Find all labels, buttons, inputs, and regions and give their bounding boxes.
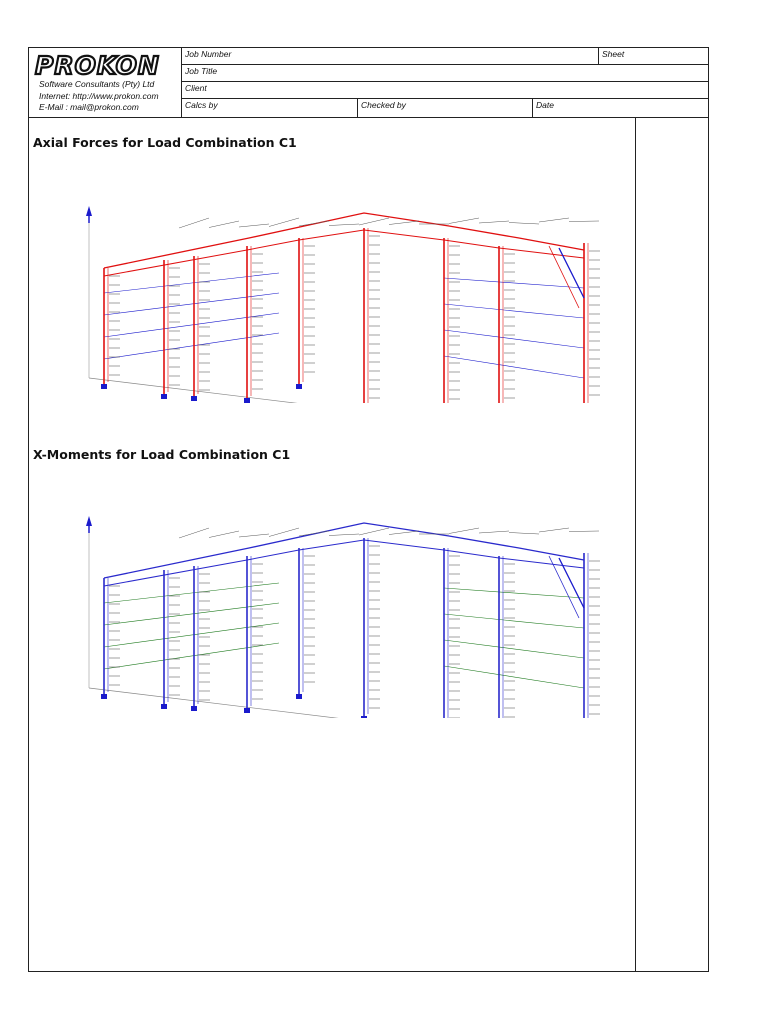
roof-purlin [239, 534, 269, 537]
roof-purlin [449, 218, 479, 224]
column-support [296, 694, 302, 699]
roof-purlin [329, 224, 359, 226]
column-support [244, 708, 250, 713]
side-rail [444, 614, 584, 628]
sheet-label: Sheet [602, 49, 625, 59]
column-support [101, 384, 107, 389]
side-rail [444, 356, 584, 378]
corner-brace [559, 558, 584, 608]
column-support [191, 706, 197, 711]
ground-axis-line [89, 378, 599, 403]
column-support [191, 396, 197, 401]
ground-axis-line [89, 688, 599, 718]
checked-by-label: Checked by [361, 100, 406, 110]
job-title-label: Job Title [185, 66, 218, 76]
roof-purlin [479, 221, 509, 223]
side-rail [104, 293, 279, 315]
company-name: Software Consultants (Pty) Ltd [39, 79, 155, 89]
side-rail [444, 640, 584, 658]
roof-purlin [569, 531, 599, 532]
roof-ridge-member [104, 523, 584, 578]
roof-purlin [389, 531, 419, 535]
roof-purlin [269, 218, 299, 227]
company-email: E-Mail : mail@prokon.com [39, 102, 139, 112]
roof-purlin [209, 221, 239, 228]
job-number-label: Job Number [185, 49, 232, 59]
roof-purlin [479, 531, 509, 533]
header-row-job-title [182, 65, 708, 82]
figure-title-axial: Axial Forces for Load Combination C1 [33, 135, 297, 150]
calcs-by-label: Calcs by [185, 100, 218, 110]
side-rail [104, 313, 279, 337]
roof-purlin [539, 528, 569, 532]
roof-purlin [269, 528, 299, 537]
date-label: Date [536, 100, 554, 110]
roof-purlin [299, 221, 329, 226]
x-moments-frame-figure [79, 478, 604, 718]
roof-purlin [179, 218, 209, 228]
side-rail [444, 304, 584, 318]
roof-purlin [389, 221, 419, 225]
roof-ridge-member [104, 213, 584, 268]
side-rail [104, 603, 279, 625]
header-row-job-number [182, 48, 708, 65]
roof-purlin [449, 528, 479, 534]
roof-purlin [209, 531, 239, 538]
axial-forces-frame-figure [79, 168, 604, 403]
roof-purlin [329, 534, 359, 536]
prokon-logo [33, 50, 181, 80]
z-axis-arrowhead [86, 516, 92, 526]
roof-purlin [359, 528, 389, 535]
corner-brace [559, 248, 584, 298]
roof-purlin [179, 528, 209, 538]
client-label: Client [185, 83, 207, 93]
column-support [161, 394, 167, 399]
margin-column-divider [635, 118, 636, 971]
roof-purlin [569, 221, 599, 222]
logo-text: PROKON [35, 51, 160, 80]
side-rail [444, 330, 584, 348]
column-support [244, 398, 250, 403]
column-support [361, 716, 367, 718]
column-support [161, 704, 167, 709]
roof-purlin [539, 218, 569, 222]
side-rail [444, 666, 584, 688]
sheet-header [29, 48, 708, 118]
side-rail [444, 278, 584, 288]
roof-purlin [239, 224, 269, 227]
roof-purlin [359, 218, 389, 225]
figure-title-x-moments: X-Moments for Load Combination C1 [33, 447, 291, 462]
side-rail [444, 588, 584, 598]
side-rail [104, 333, 279, 359]
company-internet: Internet: http://www.prokon.com [39, 90, 159, 101]
z-axis-arrowhead [86, 206, 92, 216]
header-row-signoff [182, 99, 708, 117]
header-row-client [182, 82, 708, 99]
side-rail [104, 623, 279, 647]
roof-purlin [509, 223, 539, 225]
roof-purlin [299, 531, 329, 536]
company-block [29, 48, 182, 117]
side-rail [104, 643, 279, 669]
calculation-sheet [28, 47, 709, 972]
column-support [296, 384, 302, 389]
roof-purlin [509, 533, 539, 535]
column-support [101, 694, 107, 699]
